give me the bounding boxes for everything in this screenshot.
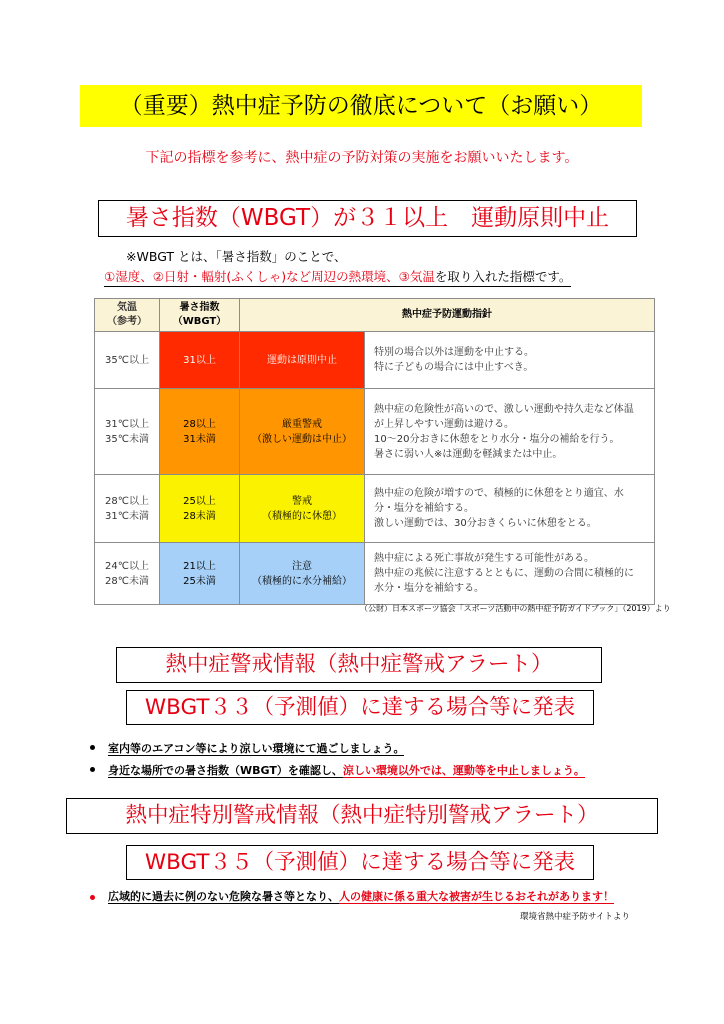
page-subtitle: 下記の指標を参考に、熱中症の予防対策の実施をお願いいたします。 bbox=[145, 150, 579, 166]
header-guideline: 熱中症予防運動指針 bbox=[240, 299, 655, 332]
bullet-text-emphasis: 人の健康に係る重大な被害が生じるおそれがあります！ bbox=[339, 890, 614, 903]
heat-index-table bbox=[94, 298, 655, 605]
bullet-text-emphasis: 涼しい環境以外では、運動等を中止しましょう。 bbox=[342, 764, 585, 777]
guideline-line: 特別の場合以外は運動を中止する。 bbox=[374, 347, 534, 358]
level-cell bbox=[240, 475, 365, 543]
list-item bbox=[88, 887, 678, 907]
index-cell bbox=[160, 389, 240, 475]
temp-line: 28℃未満 bbox=[105, 575, 149, 587]
list-item bbox=[88, 740, 585, 756]
alert-bullet-list bbox=[88, 740, 585, 784]
site-source-citation: 環境省熱中症予防サイトより bbox=[520, 912, 630, 922]
temp-line: 35℃以上 bbox=[105, 354, 149, 366]
index-line: 25未満 bbox=[183, 575, 216, 587]
level-line: （積極的に休憩） bbox=[262, 510, 342, 522]
table-row bbox=[95, 389, 655, 475]
temp-cell bbox=[95, 543, 160, 605]
guideline-line: 暑さに弱い人※は運動を軽減または中止。 bbox=[374, 448, 563, 460]
table-header-row bbox=[95, 299, 655, 332]
guideline-cell bbox=[365, 543, 655, 605]
guideline-line: 水分・塩分を補給する。 bbox=[374, 583, 484, 594]
level-line: （激しい運動は中止） bbox=[252, 433, 352, 445]
wbgt-factors: ①湿度、②日射・輻射(ふくしゃ)など周辺の熱環境、③気温 bbox=[104, 269, 435, 284]
temp-cell bbox=[95, 389, 160, 475]
guideline-line: が上昇しやすい運動は避ける。 bbox=[374, 418, 514, 430]
wbgt-note: ※WBGT とは、「暑さ指数」のことで、 bbox=[126, 249, 347, 264]
level-cell bbox=[240, 389, 365, 475]
guideline-cell bbox=[365, 332, 655, 389]
temp-line: 35℃未満 bbox=[105, 433, 149, 445]
index-line: 31以上 bbox=[183, 354, 216, 366]
guideline-line: 熱中症の危険性が高いので、激しい運動や持久走など体温 bbox=[374, 403, 634, 415]
bullet-text: 身近な場所での暑さ指数（WBGT）を確認し、 bbox=[108, 764, 343, 777]
guideline-cell bbox=[365, 475, 655, 543]
wbgt-headline: 暑さ指数（WBGT）が３１以上 運動原則中止 bbox=[98, 200, 637, 237]
temp-line: 28℃以上 bbox=[105, 495, 149, 507]
temp-line: 31℃未満 bbox=[105, 510, 149, 522]
header-index bbox=[160, 299, 240, 332]
level-cell bbox=[240, 332, 365, 389]
level-line: 運動は原則中止 bbox=[267, 354, 337, 366]
header-temp-line: （参考） bbox=[107, 316, 147, 327]
index-cell bbox=[160, 475, 240, 543]
index-line: 21以上 bbox=[183, 560, 216, 572]
temp-cell bbox=[95, 332, 160, 389]
page-title: （重要）熱中症予防の徹底について（お願い） bbox=[80, 85, 642, 127]
table-row bbox=[95, 332, 655, 389]
special-alert-title: 熱中症特別警戒情報（熱中症特別警戒アラート） bbox=[66, 798, 658, 834]
table-source-citation: （公財）日本スポーツ協会「スポーツ活動中の熱中症予防ガイドブック」（2019）より bbox=[360, 604, 671, 613]
table-row bbox=[95, 475, 655, 543]
level-line: 注意 bbox=[292, 560, 312, 572]
index-cell bbox=[160, 543, 240, 605]
alert-trigger: WBGT３３（予測値）に達する場合等に発表 bbox=[126, 690, 594, 725]
index-line: 31未満 bbox=[183, 433, 216, 445]
level-cell bbox=[240, 543, 365, 605]
guideline-line: 熱中症による死亡事故が発生する可能性がある。 bbox=[374, 553, 594, 564]
wbgt-definition bbox=[104, 267, 571, 287]
list-item bbox=[88, 762, 585, 778]
guideline-cell bbox=[365, 389, 655, 475]
alert-title: 熱中症警戒情報（熱中症警戒アラート） bbox=[116, 647, 602, 683]
temp-line: 31℃以上 bbox=[105, 418, 149, 430]
index-line: 28未満 bbox=[183, 510, 216, 522]
header-temp-line: 気温 bbox=[117, 302, 137, 313]
guideline-line: 熱中症の兆候に注意するとともに、運動の合間に積極的に bbox=[374, 568, 634, 579]
temp-line: 24℃以上 bbox=[105, 560, 149, 572]
wbgt-definition-tail: を取り入れた指標です。 bbox=[434, 269, 572, 284]
header-index-line: （WBGT） bbox=[172, 316, 227, 327]
guideline-line: 特に子どもの場合には中止すべき。 bbox=[374, 362, 534, 373]
header-temp bbox=[95, 299, 160, 332]
index-line: 28以上 bbox=[183, 418, 216, 430]
temp-cell bbox=[95, 475, 160, 543]
index-line: 25以上 bbox=[183, 495, 216, 507]
guideline-line: 激しい運動では、30分おきくらいに休憩をとる。 bbox=[374, 518, 597, 529]
bullet-text: 室内等のエアコン等により涼しい環境にて過ごしましょう。 bbox=[108, 742, 405, 755]
header-index-line: 暑さ指数 bbox=[179, 302, 220, 313]
special-alert-trigger: WBGT３５（予測値）に達する場合等に発表 bbox=[126, 845, 594, 880]
guideline-line: 分・塩分を補給する。 bbox=[374, 503, 474, 514]
level-line: （積極的に水分補給） bbox=[252, 575, 352, 587]
table-row bbox=[95, 543, 655, 605]
bullet-text: 広域的に過去に例のない危険な暑さ等となり、 bbox=[108, 890, 339, 903]
level-line: 警戒 bbox=[292, 495, 312, 507]
guideline-line: 熱中症の危険が増すので、積極的に休憩をとり適宜、水 bbox=[374, 488, 624, 499]
guideline-line: 10～20分おきに休憩をとり水分・塩分の補給を行う。 bbox=[374, 433, 620, 445]
index-cell bbox=[160, 332, 240, 389]
level-line: 厳重警戒 bbox=[282, 418, 322, 430]
